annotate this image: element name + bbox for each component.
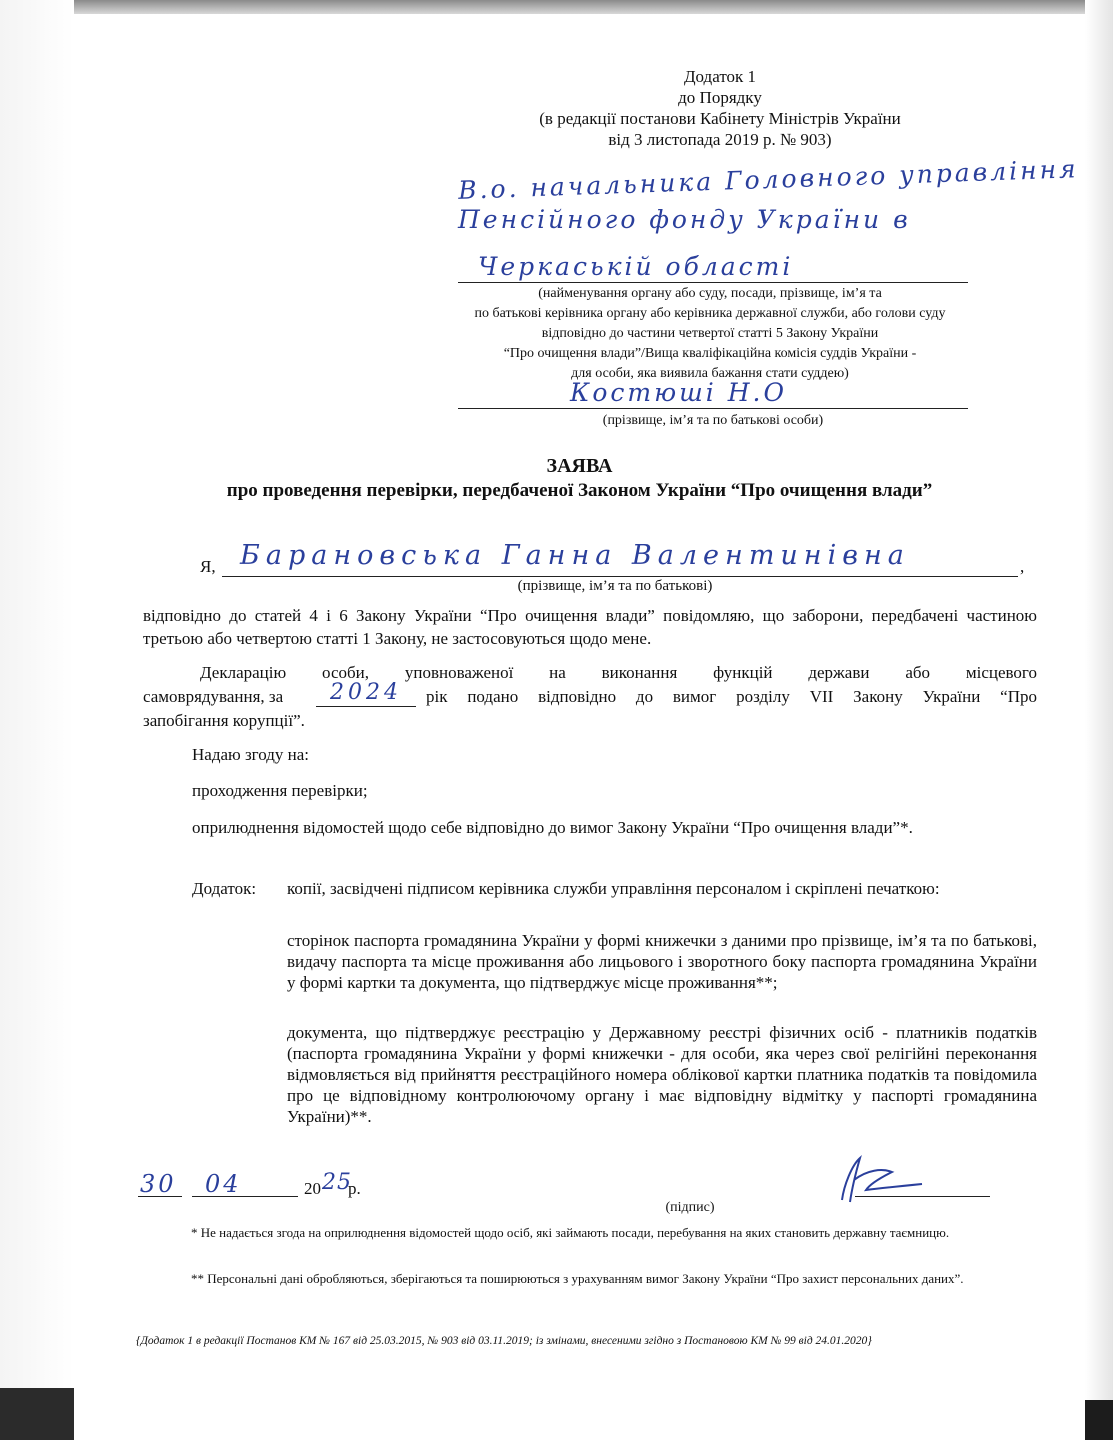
addressee-handwritten-line-1: В.о. начальника Головного управління [457, 154, 1080, 205]
header-line-4: від 3 листопада 2019 р. № 903) [608, 130, 832, 149]
signature-line [855, 1196, 990, 1197]
consent-item-publication [143, 816, 1037, 839]
paragraph-declaration-line-2b: рік подано відповідно до вимог розділу VII Закону України “Про [426, 687, 1037, 706]
addressee-caption-line-3: відповідно до частини четвертої статті 5 Закону України [541, 326, 879, 341]
footnote-personal-data [143, 1270, 1037, 1288]
footnote-secret-text: * Не надається згода на оприлюднення відомостей щодо осіб, які займають посади, перебування на яких становить державну таємницю. [191, 1225, 950, 1240]
footnote-secret [143, 1224, 1037, 1242]
date-year-prefix: 20 [304, 1179, 321, 1198]
applicant-caption: (прізвище, ім’я та по батькові) [517, 578, 713, 594]
signature-caption: (підпис) [665, 1200, 715, 1215]
addressee-caption [400, 284, 1020, 384]
scan-edge-right [1085, 0, 1113, 1440]
scan-edge-left [0, 0, 74, 1440]
document-subtitle: про проведення перевірки, передбаченої Законом України “Про очищення влади” [226, 480, 933, 501]
signature-scribble [822, 1150, 942, 1210]
declaration-year-underline [316, 706, 416, 707]
addressee-caption-line-5: для особи, яка виявила бажання стати суддею) [571, 366, 849, 381]
consent-heading: Надаю згоду на: [192, 745, 310, 764]
document-title: ЗАЯВА [546, 455, 613, 477]
addressee-underline [458, 282, 968, 283]
addressee-caption-line-1: (найменування органу або суду, посади, прізвище, ім’я та [538, 286, 882, 301]
addressee-name-handwritten: Костюші Н.О [570, 378, 787, 407]
date-month-handwritten: 04 [205, 1170, 242, 1198]
paragraph-declaration-line-2a: самоврядування, за [143, 687, 284, 706]
attachment-item-passport: сторінок паспорта громадянина України у формі книжечки з даними про прізвище, ім’я та по батькові, видачу паспорта та місце проживання або лицьового і зворотного боку паспорта громадянина України у формі картки та документа, що підтверджує місце проживання**; [287, 931, 1037, 992]
addressee-handwritten-line-2: Пенсійного фонду України в [458, 205, 911, 234]
scan-edge-top [0, 0, 1113, 14]
addressee-handwritten-line-3: Черкаській області [478, 252, 794, 281]
date-year-suffix-handwritten: 25 [322, 1170, 352, 1195]
document-header [480, 66, 960, 150]
addressee-caption-line-2: по батькові керівника органу або керівника державної служби, або голови суду [474, 306, 946, 321]
attachment-intro: копії, засвідчені підписом керівника служби управління персоналом і скріплені печаткою: [287, 879, 940, 898]
date-day-underline [138, 1196, 182, 1197]
applicant-name-handwritten: Барановська Ганна Валентинівна [240, 540, 910, 571]
header-line-3: (в редакції постанови Кабінету Міністрів України [539, 109, 901, 128]
declaration-year-handwritten: 2024 [330, 680, 402, 705]
footnote-personal-data-text: ** Персональні дані обробляються, зберігаються та поширюються з урахуванням вимог Закону України “Про захист персональних даних”. [191, 1271, 964, 1286]
attachment-label: Додаток: [192, 879, 257, 898]
date-month-underline [192, 1196, 298, 1197]
date-day-handwritten: 30 [140, 1170, 177, 1198]
addressee-caption-line-4: “Про очищення влади”/Вища кваліфікаційна комісія суддів України - [503, 346, 917, 361]
scan-edge-bottom-right [1085, 1400, 1113, 1440]
applicant-comma: , [1020, 557, 1025, 576]
paragraph-declaration-line-3: запобігання корупції”. [143, 711, 305, 730]
paragraph-no-prohibitions: відповідно до статей 4 і 6 Закону України “Про очищення влади” повідомляю, що заборони, передбачені частиною третьою або четвертою статті 1 Закону, не застосовуються щодо мене. [143, 606, 1037, 648]
addressee-name-underline [458, 408, 968, 409]
addressee-name-caption: (прізвище, ім’я та по батькові особи) [602, 413, 824, 428]
attachment-item-tax-registration: документа, що підтверджує реєстрацію у Державному реєстрі фізичних осіб - платників податків (паспорта громадянина України у формі книжечки - для особи, яка через свої релігійні переконання відмовляється від прийняття реєстраційного номера облікової картки платника податків та повідомила про це відповідному контролюючому органу і має відповідну відмітку у паспорті громадянина України)**. [287, 1023, 1037, 1126]
applicant-prefix: Я, [200, 557, 216, 576]
date-year-unit: р. [348, 1179, 361, 1198]
paragraph-declaration-line-1: Декларацію особи, уповноваженої на виконання функцій держави або місцевого [200, 663, 1037, 682]
legal-note: {Додаток 1 в редакції Постанов КМ № 167 від 25.03.2015, № 903 від 03.11.2019; із змінами, внесеними згідно з Постановою КМ № 99 від 24.01.2020} [136, 1335, 872, 1347]
header-line-1: Додаток 1 [683, 67, 757, 86]
header-line-2: до Порядку [678, 88, 762, 107]
consent-item-publication-text: оприлюднення відомостей щодо себе відповідно до вимог Закону України “Про очищення влади”*. [192, 818, 913, 837]
consent-item-verification: проходження перевірки; [192, 781, 368, 800]
scan-edge-bottom-left [0, 1388, 74, 1440]
